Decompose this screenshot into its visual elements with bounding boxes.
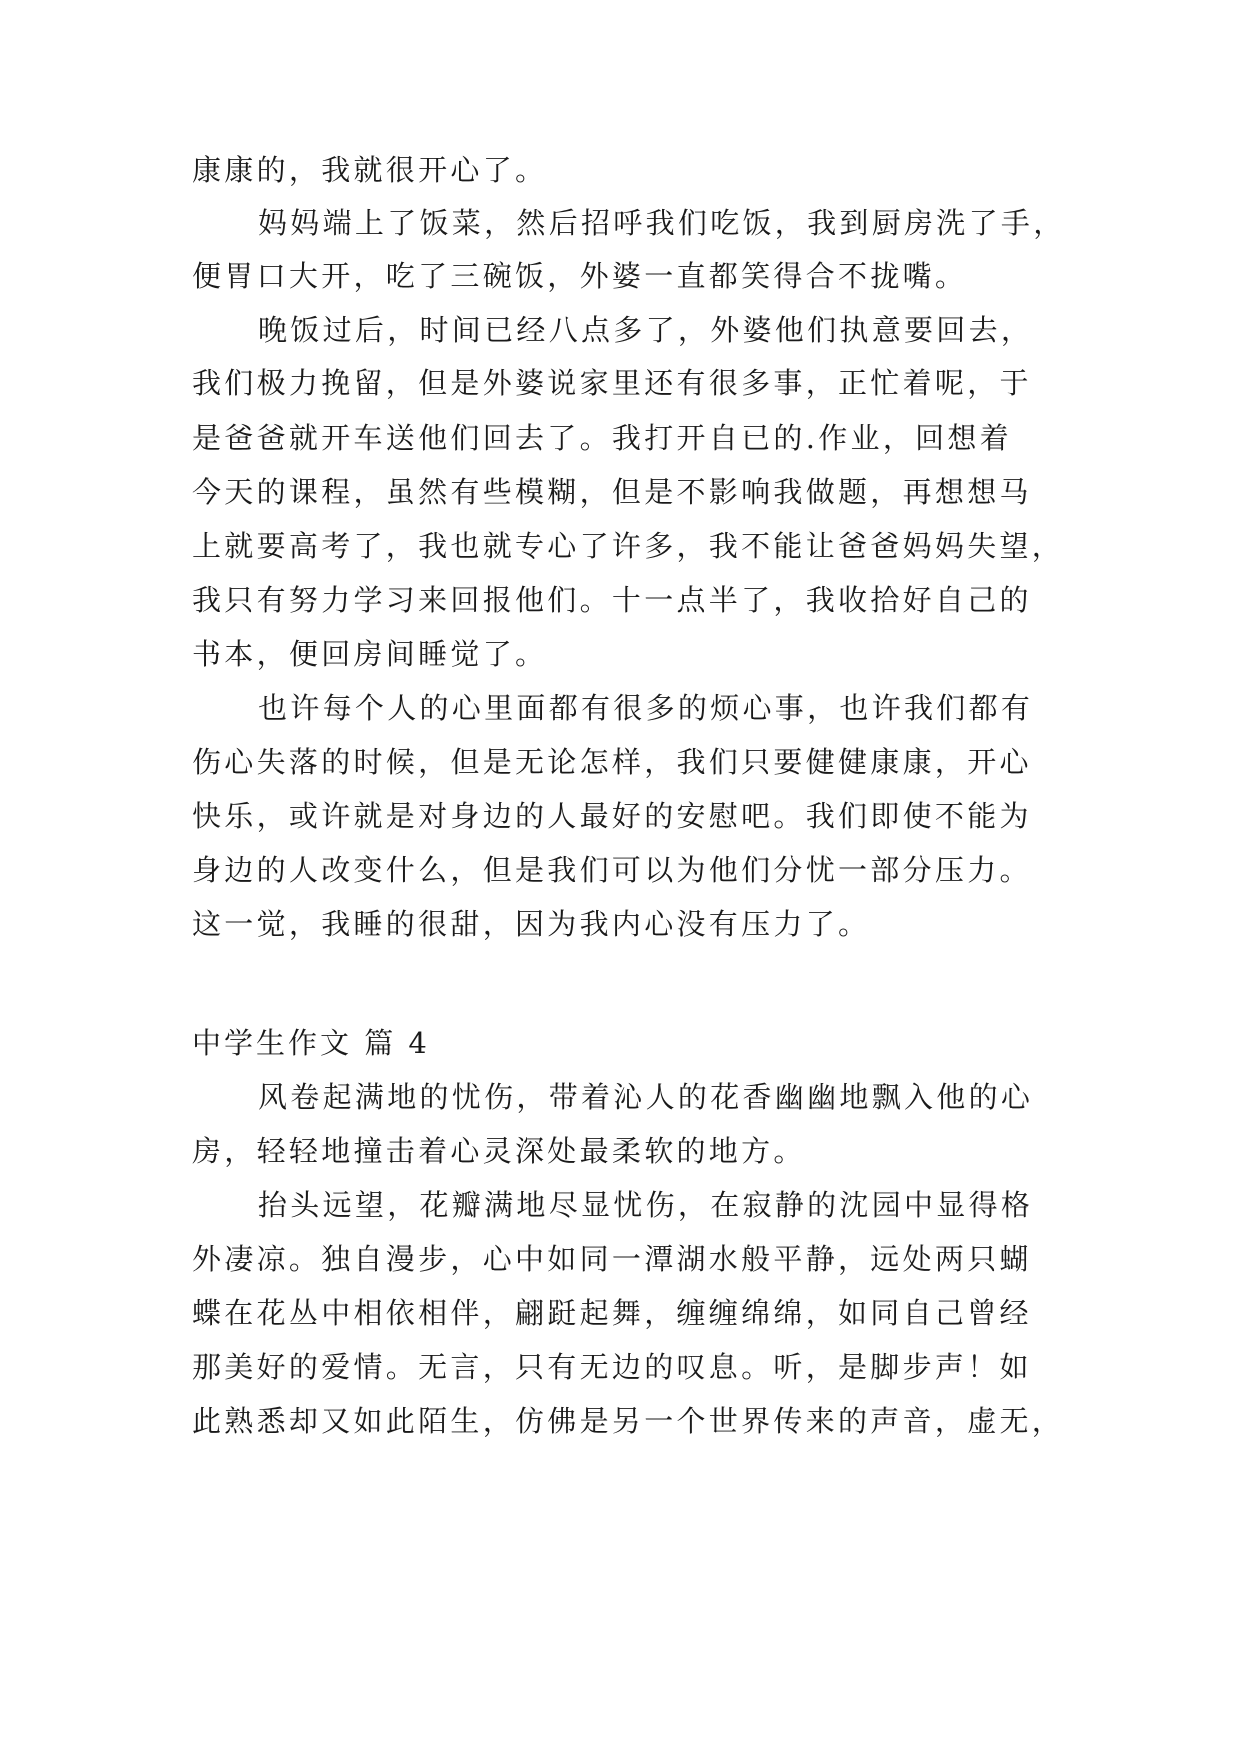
text-line: 康康的，我就很开心了。: [192, 153, 548, 187]
text-line: 伤心失落的时候，但是无论怎样，我们只要健健康康，开心: [192, 745, 1032, 779]
text-line: 我只有努力学习来回报他们。十一点半了，我收拾好自己的: [192, 583, 1032, 617]
text-line: 也许每个人的心里面都有很多的烦心事，也许我们都有: [258, 691, 1034, 725]
text-line: 书本，便回房间睡觉了。: [192, 637, 548, 671]
text-line: 今天的课程，虽然有些模糊，但是不影响我做题，再想想马: [192, 475, 1032, 509]
text-line: 这一觉，我睡的很甜，因为我内心没有压力了。: [192, 907, 871, 941]
text-line: 是爸爸就开车送他们回去了。我打开自已的.作业，回想着: [192, 421, 1013, 455]
text-line: 便胃口大开，吃了三碗饭，外婆一直都笑得合不拢嘴。: [192, 259, 968, 293]
text-line: 上就要高考了，我也就专心了许多，我不能让爸爸妈妈失望，: [192, 529, 1065, 563]
text-line: 妈妈端上了饭菜，然后招呼我们吃饭，我到厨房洗了手，: [258, 206, 1066, 240]
text-line: 快乐，或许就是对身边的人最好的安慰吧。我们即使不能为: [192, 799, 1032, 833]
text-line: 我们极力挽留，但是外婆说家里还有很多事，正忙着呢，于: [192, 366, 1032, 400]
text-line: 风卷起满地的忧伤，带着沁人的花香幽幽地飘入他的心: [258, 1080, 1034, 1114]
text-line: 身边的人改变什么，但是我们可以为他们分忧一部分压力。: [192, 853, 1032, 887]
text-line: 外凄凉。独自漫步，心中如同一潭湖水般平静，远处两只蝴: [192, 1242, 1032, 1276]
text-line: 晚饭过后，时间已经八点多了，外婆他们执意要回去，: [258, 313, 1034, 347]
text-line: 那美好的爱情。无言，只有无边的叹息。听，是脚步声！如: [192, 1350, 1032, 1384]
section-heading: 中学生作文 篇 4: [192, 1026, 430, 1060]
text-line: 抬头远望，花瓣满地尽显忧伤，在寂静的沈园中显得格: [258, 1188, 1034, 1222]
text-line: 蝶在花丛中相依相伴，翩跹起舞，缠缠绵绵，如同自己曾经: [192, 1296, 1032, 1330]
text-line: 房，轻轻地撞击着心灵深处最柔软的地方。: [192, 1134, 806, 1168]
text-line: 此熟悉却又如此陌生，仿佛是另一个世界传来的声音，虚无，: [192, 1404, 1065, 1438]
